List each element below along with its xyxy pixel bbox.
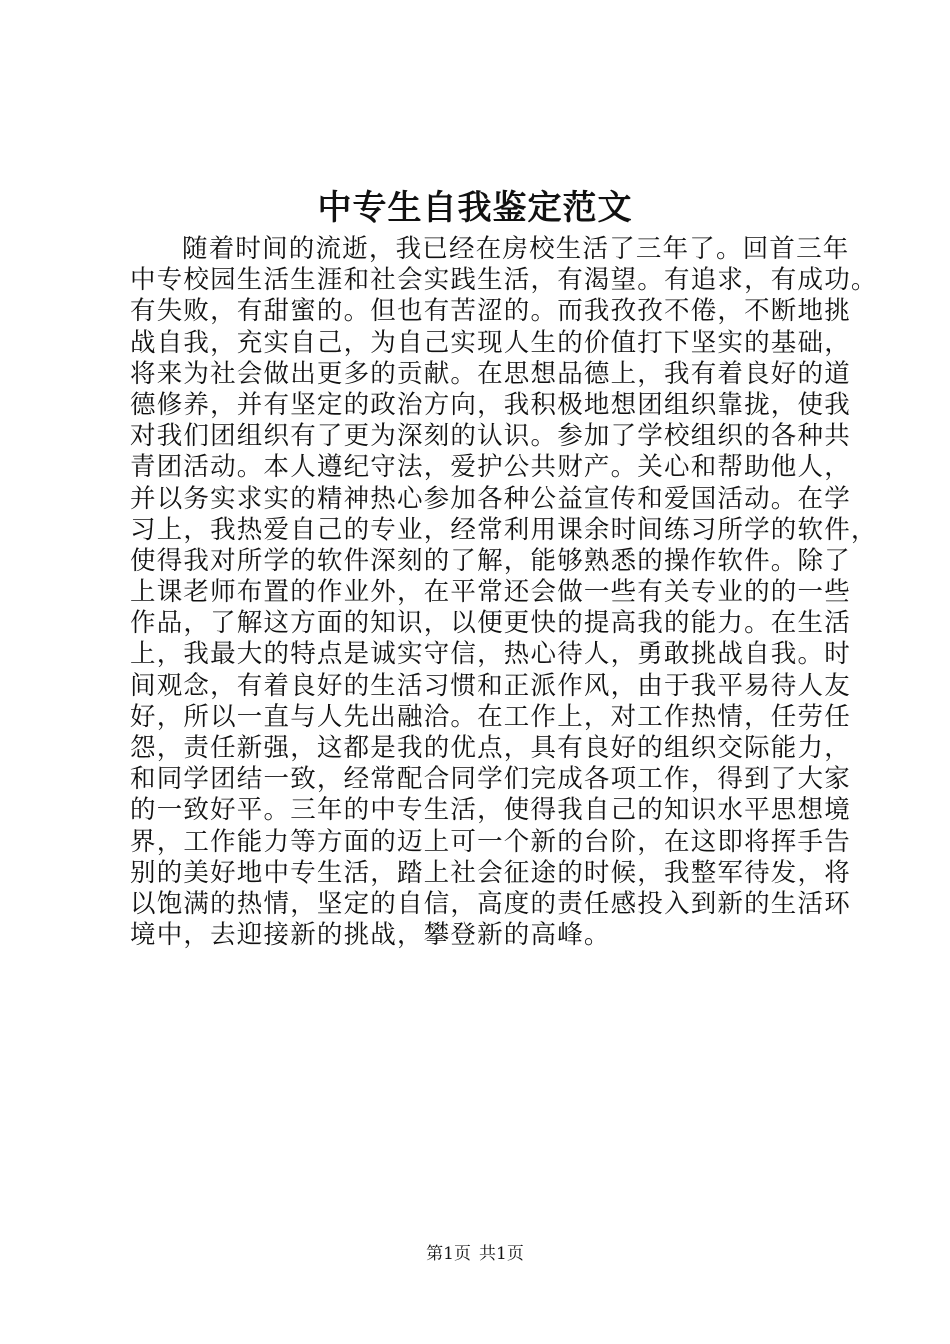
body-line: 中专校园生活生涯和社会实践生活，有渴望。有追求，有成功。 [130,265,878,296]
body-line: 随着时间的流逝，我已经在房校生活了三年了。回首三年 [182,234,850,264]
page-total: 共1页 [479,1244,524,1264]
body-line: 境中，去迎接新的挑战，攀登新的高峰。 [130,920,611,951]
body-line: 以饱满的热情，坚定的自信，高度的责任感投入到新的生活环 [130,888,851,919]
body-line: 上，我最大的特点是诚实守信，热心待人，勇敢挑战自我。时 [130,639,851,670]
body-line: 并以务实求实的精神热心参加各种公益宣传和爱国活动。在学 [130,483,851,514]
body-line: 将来为社会做出更多的贡献。在思想品德上，我有着良好的道 [130,358,851,389]
body-line: 和同学团结一致，经常配合同学们完成各项工作，得到了大家 [130,764,851,795]
page-number: 第1页 [426,1244,471,1264]
document-body [130,234,878,951]
page-footer [0,1242,950,1266]
body-line: 界，工作能力等方面的迈上可一个新的台阶，在这即将挥手告 [130,826,851,857]
body-line: 上课老师布置的作业外，在平常还会做一些有关专业的的一些 [130,577,851,608]
body-line: 好，所以一直与人先出融洽。在工作上，对工作热情，任劳任 [130,701,851,732]
body-line: 德修养，并有坚定的政治方向，我积极地想团组织靠拢，使我 [130,389,851,420]
body-line: 间观念，有着良好的生活习惯和正派作风，由于我平易待人友 [130,670,851,701]
body-line: 别的美好地中专生活，踏上社会征途的时候，我整军待发，将 [130,857,851,888]
body-line: 作品，了解这方面的知识，以便更快的提高我的能力。在生活 [130,608,851,639]
body-line: 青团活动。本人遵纪守法，爱护公共财产。关心和帮助他人， [130,452,851,483]
body-line: 战自我，充实自己，为自己实现人生的价值打下坚实的基础， [130,327,851,358]
body-line: 的一致好平。三年的中专生活，使得我自己的知识水平思想境 [130,795,851,826]
document-title: 中专生自我鉴定范文 [317,188,633,228]
body-line: 怨，责任新强，这都是我的优点，具有良好的组织交际能力， [130,733,851,763]
body-line: 有失败，有甜蜜的。但也有苦涩的。而我孜孜不倦，不断地挑 [130,296,851,327]
body-line: 习上，我热爱自己的专业，经常利用课余时间练习所学的软件， [130,514,878,545]
body-line: 使得我对所学的软件深刻的了解，能够熟悉的操作软件。除了 [130,545,851,576]
body-line: 对我们团组织有了更为深刻的认识。参加了学校组织的各种共 [130,421,851,452]
